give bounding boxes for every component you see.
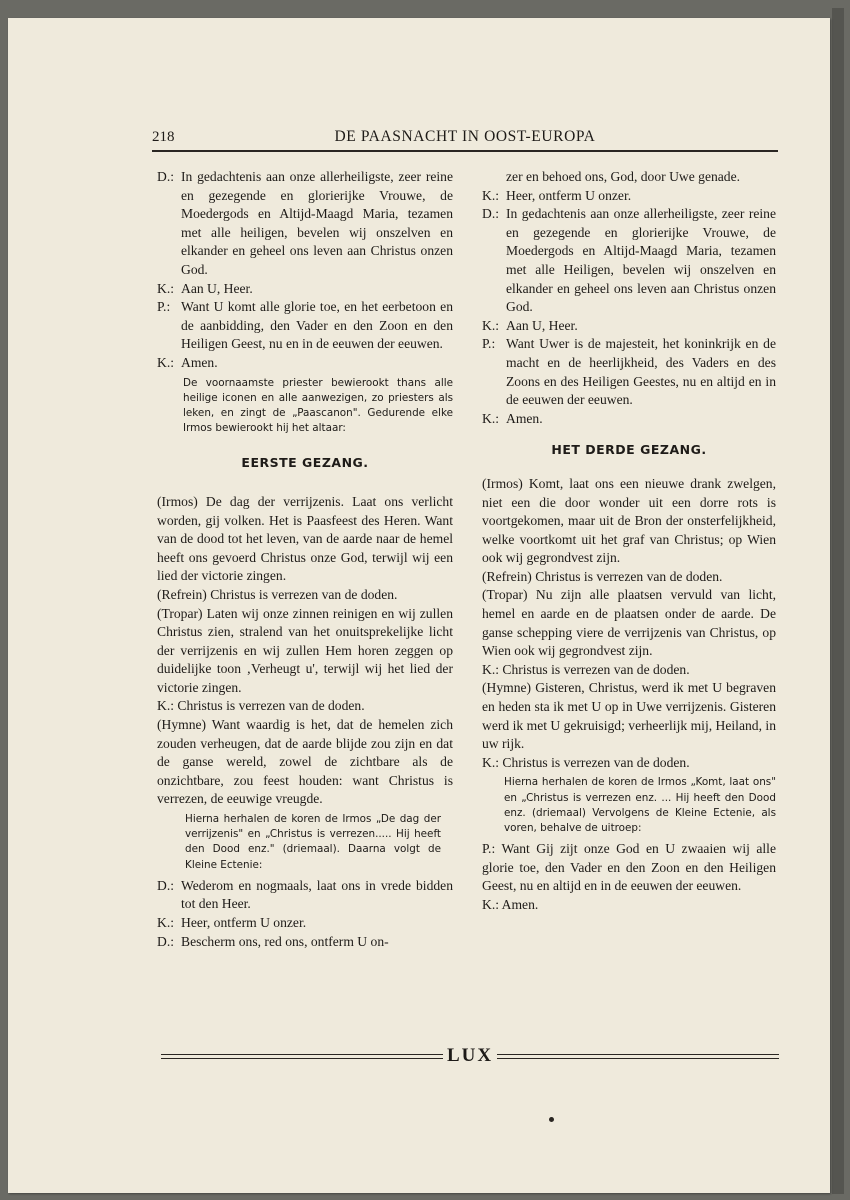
- speaker-label: D.:: [482, 206, 499, 222]
- section-heading: HET DERDE GEZANG.: [551, 442, 707, 458]
- hymn-paragraph: (Refrein) Christus is verrezen van de doden.: [482, 568, 723, 584]
- dialogue-text: Aan U, Heer.: [181, 280, 253, 296]
- speaker-label: K.:: [157, 280, 174, 296]
- dialogue-line: [482, 410, 776, 429]
- rubric-note: Hierna herhalen de koren de Irmos „De dag der verrijzenis" en „Christus is verrezen..... Hij heeft den Dood enz." (driemaal). Daarna volgt de Kleine Ectenie:: [185, 813, 441, 871]
- dialogue-line: [157, 877, 453, 914]
- dialogue-line: [157, 280, 453, 299]
- dialogue-text: Heer, ontferm U onzer.: [506, 187, 632, 203]
- hymn-paragraph: K.: Christus is verrezen van de doden.: [482, 661, 690, 677]
- dialogue-text: Heer, ontferm U onzer.: [181, 915, 307, 931]
- speaker-label: K.:: [157, 915, 174, 931]
- dialogue-line: [482, 187, 776, 206]
- dialogue-text: Amen.: [181, 354, 218, 370]
- dialogue-line: [157, 914, 453, 933]
- hymn-paragraph: (Irmos) De dag der verrijzenis. Laat ons verlicht worden, gij volken. Het is Paasfeest des Heren. Want van de dood tot het leven, van de aarde naar de hemel heeft ons gevoerd Christus onze God, terwijl wij een lied der victorie zingen.: [157, 493, 453, 584]
- hymn-paragraph: (Hymne) Gisteren, Christus, werd ik met U begraven en heden sta ik met U op in Uwe verrijzenis. Gisteren werd ik met U gekruisigd; verheerlijk mij, Heiland, in uw rijk.: [482, 680, 776, 752]
- speaker-label: P.:: [157, 299, 171, 315]
- hymn-paragraph: K.: Christus is verrezen van de doden.: [482, 754, 690, 770]
- dialogue-line: [157, 933, 453, 952]
- right-column: [482, 168, 776, 915]
- footer-rule-left: [161, 1054, 443, 1059]
- page-edge: [832, 8, 844, 1194]
- dialogue-text: In gedachtenis aan onze allerheiligste, zeer reine en gezegende en glorierijke Vrouwe, de Moedergods en Altijd-Maagd Maria, tezamen met alle heiligen, bevelen wij onszelven en elkander en geheel ons leven aan Christus onzen God.: [181, 169, 453, 277]
- speaker-label: K.:: [482, 410, 499, 426]
- hymn-paragraph: K.: Christus is verrezen van de doden.: [157, 698, 365, 714]
- speaker-label: D.:: [157, 933, 174, 949]
- dialogue-text: In gedachtenis aan onze allerheiligste, zeer reine en gezegende en glorierijke Vrouwe, de Moedergods en Altijd-Maagd Maria, tezamen met alle Heiligen, bevelen wij onszelven en elkander en geheel ons leven aan Christus onzen God.: [506, 206, 776, 315]
- speaker-label: K.:: [157, 354, 174, 370]
- dialogue-text: Bescherm ons, red ons, ontferm U on-: [181, 933, 389, 949]
- page-header: [152, 124, 778, 152]
- left-column: [157, 168, 453, 951]
- dialogue-line: [157, 354, 453, 373]
- hymn-paragraph: (Irmos) Komt, laat ons een nieuwe drank zwelgen, niet een die door wonder uit een dorre rots is voortgekomen, maar uit de Bron der onsterfelijkheid, welke voortkomt uit het graf van Christus; op Wien ook wij gegrondvest zijn.: [482, 475, 776, 566]
- hymn-paragraph: (Tropar) Nu zijn alle plaatsen vervuld van licht, hemel en aarde en de plaatsen onder de aarde. De ganse schepping viere de verrijzenis van Christus, op Wien ook wij gegrondvest zijn.: [482, 587, 776, 659]
- dialogue-text: Wederom en nogmaals, laat ons in vrede bidden tot den Heer.: [181, 877, 453, 912]
- rubric-note: Hierna herhalen de koren de Irmos „Komt, laat ons" en „Christus is verrezen enz. ... Hij heeft den Dood enz. (driemaal) Vervolgens de Kleine Ectenie, als voren, behalve de uitroep:: [504, 776, 776, 835]
- dialogue-text: Amen.: [506, 410, 543, 426]
- dialogue-line: [157, 298, 453, 354]
- dialogue-text: Aan U, Heer.: [506, 317, 578, 333]
- closing-paragraph: P.: Want Gij zijt onze God en U zwaaien wij alle glorie toe, den Vader en den Zoon en den Heiligen Geest, nu en altijd en in de eeuwen der eeuwen.: [482, 841, 776, 894]
- speaker-label: P.:: [482, 336, 496, 352]
- page-dot-mark: [549, 1117, 554, 1122]
- speaker-label: K.:: [482, 187, 499, 203]
- dialogue-line: [482, 205, 776, 317]
- footer-rule-right: [497, 1054, 779, 1059]
- dialogue-line: [482, 168, 776, 187]
- dialogue-line: [482, 317, 776, 336]
- speaker-label: K.:: [482, 317, 499, 333]
- dialogue-text: Want U komt alle glorie toe, en het eerbetoon en de aanbidding, den Vader en den Zoon en den Heiligen Geest, nu en in de eeuwen der eeuwen.: [181, 299, 453, 352]
- hymn-paragraph: (Hymne) Want waardig is het, dat de hemelen zich zouden verheugen, dat de aarde blijde zou zijn en dat de ganse wereld, zowel de zichtbare als de onzichtbare, zou feest houden: want Christus is verrezen, de eeuwige vreugde.: [157, 717, 453, 807]
- speaker-label: [482, 168, 506, 187]
- lux-logo: LUX: [446, 1045, 494, 1066]
- speaker-label: D.:: [157, 169, 174, 184]
- running-title: DE PAASNACHT IN OOST-EUROPA: [334, 128, 596, 145]
- hymn-paragraph: (Tropar) Laten wij onze zinnen reinigen en wij zullen Christus zien, stralend van het onuitsprekelijke licht der verrijzenis en wij zullen Hem horen zeggen op duidelijke toon ‚Verheugt u', terwijl wij het lied der victorie zingen.: [157, 605, 453, 695]
- rubric-note: De voornaamste priester bewierookt thans alle heilige iconen en alle aanwezigen, zo priesters als leken, en zingt de „Paascanon". Gedurende elke Irmos bewierookt hij het altaar:: [183, 376, 453, 435]
- page-footer: [161, 1047, 779, 1065]
- dialogue-text: zer en behoed ons, God, door Uwe genade.: [506, 169, 741, 184]
- dialogue-line: [157, 168, 453, 280]
- page-number: 218: [152, 128, 175, 145]
- closing-paragraph: K.: Amen.: [482, 897, 539, 912]
- section-heading: EERSTE GEZANG.: [241, 455, 369, 471]
- hymn-paragraph: (Refrein) Christus is verrezen van de doden.: [157, 586, 398, 602]
- speaker-label: D.:: [157, 877, 174, 893]
- dialogue-line: [482, 335, 776, 409]
- dialogue-text: Want Uwer is de majesteit, het koninkrijk en de macht en de heerlijkheid, des Vaders en des Zoons en des Heiligen Geestes, nu en altijd en in de eeuwen der eeuwen.: [506, 336, 776, 408]
